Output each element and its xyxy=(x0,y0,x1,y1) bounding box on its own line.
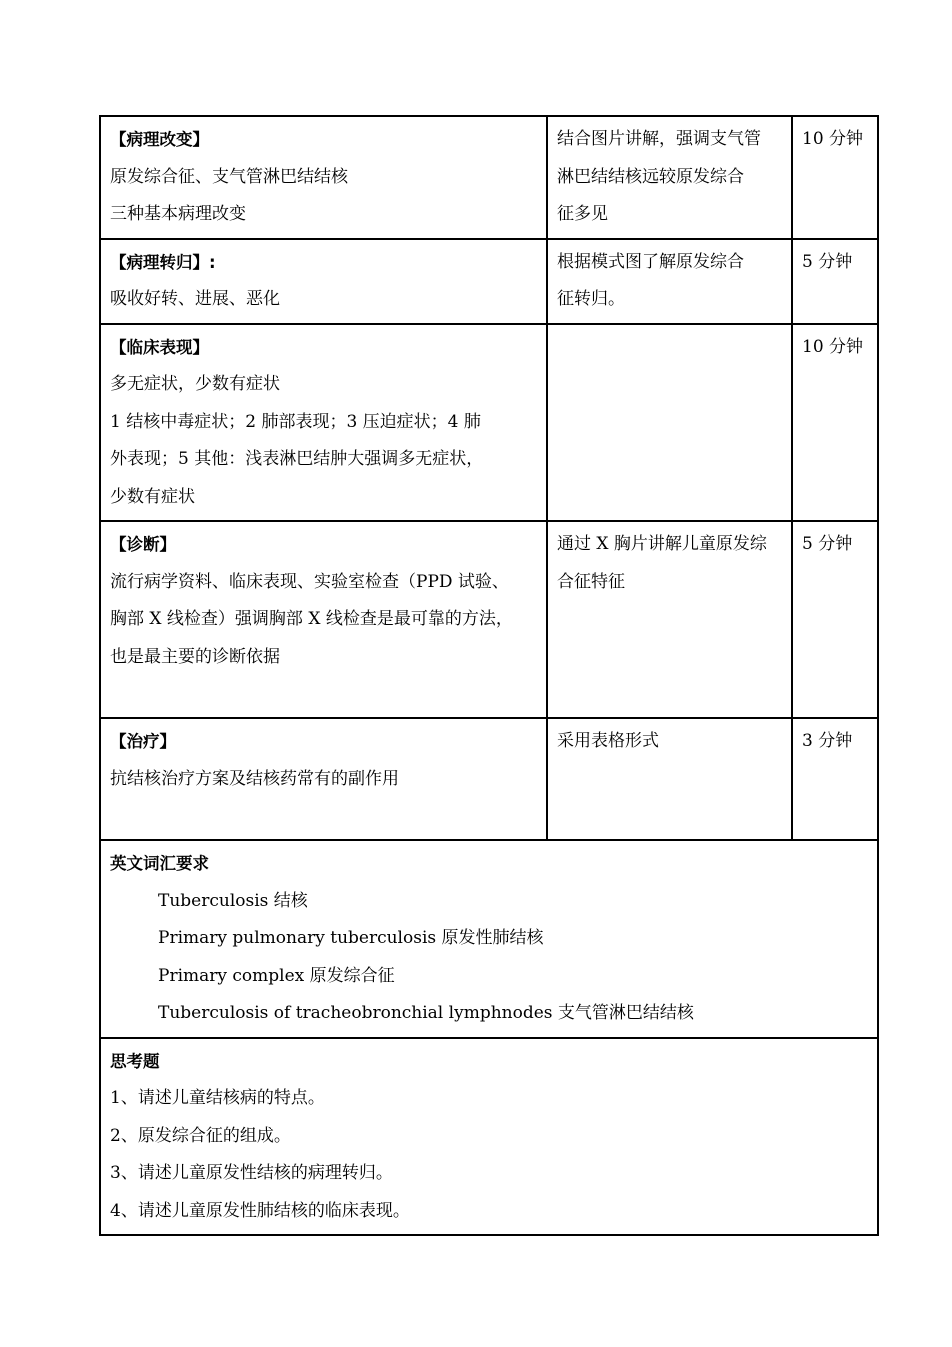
table-row xyxy=(100,239,878,324)
content-line: 抗结核治疗方案及结核药常有的副作用 xyxy=(110,768,399,789)
time-cell xyxy=(792,521,878,718)
lesson-plan-table xyxy=(99,115,879,1236)
method-line: 合征特征 xyxy=(557,571,625,592)
vocab-item: Primary complex 原发综合征 xyxy=(158,965,395,986)
time-value: 10 分钟 xyxy=(802,129,864,149)
time-value: 5 分钟 xyxy=(802,251,853,272)
time-cell xyxy=(792,116,878,239)
question-item: 1、请述儿童结核病的特点。 xyxy=(110,1088,325,1108)
content-line: 少数有症状 xyxy=(110,486,195,507)
method-cell xyxy=(547,324,792,522)
method-line: 采用表格形式 xyxy=(557,731,659,751)
method-line: 根据模式图了解原发综合 xyxy=(557,251,744,272)
time-cell xyxy=(792,324,878,522)
content-line: 流行病学资料、临床表现、实验室检查（PPD 试验、 xyxy=(110,571,509,592)
content-cell xyxy=(100,324,547,522)
content-line: 吸收好转、进展、恶化 xyxy=(110,289,280,309)
question-item: 3、请述儿童原发性结核的病理转归。 xyxy=(110,1163,393,1183)
section-heading: 【病理转归】: xyxy=(110,252,216,272)
method-line: 结合图片讲解，强调支气管 xyxy=(557,129,761,149)
question-item: 4、请述儿童原发性肺结核的临床表现。 xyxy=(110,1200,410,1221)
content-line: 多无症状，少数有症状 xyxy=(110,374,280,394)
table-row xyxy=(100,324,878,522)
vocab-item: Primary pulmonary tuberculosis 原发性肺结核 xyxy=(158,928,544,948)
vocab-item: Tuberculosis of tracheobronchial lymphnodes 支气管淋巴结结核 xyxy=(158,1003,694,1023)
content-line: 外表现；5 其他：浅表淋巴结肿大强调多无症状， xyxy=(110,449,484,469)
time-cell xyxy=(792,718,878,840)
vocab-row xyxy=(100,840,878,1038)
time-cell xyxy=(792,239,878,324)
table-row xyxy=(100,718,878,840)
content-line: 原发综合征、支气管淋巴结结核 xyxy=(110,166,348,187)
content-line: 也是最主要的诊断依据 xyxy=(110,646,280,667)
content-cell xyxy=(100,116,547,239)
blank-line xyxy=(110,798,537,835)
table-row xyxy=(100,521,878,718)
section-heading: 【诊断】 xyxy=(110,535,176,554)
time-value: 5 分钟 xyxy=(802,534,853,554)
method-cell xyxy=(547,521,792,718)
content-cell xyxy=(100,521,547,718)
question-item: 2、原发综合征的组成。 xyxy=(110,1125,291,1146)
method-cell xyxy=(547,116,792,239)
method-line: 淋巴结结核远较原发综合 xyxy=(557,166,744,187)
section-heading: 【临床表现】 xyxy=(110,337,209,357)
vocab-heading: 英文词汇要求 xyxy=(110,854,209,873)
content-line: 三种基本病理改变 xyxy=(110,204,246,224)
method-line: 征转归。 xyxy=(557,289,625,309)
method-cell xyxy=(547,718,792,840)
questions-cell xyxy=(100,1038,878,1236)
time-value: 10 分钟 xyxy=(802,336,864,357)
lesson-plan-sheet xyxy=(99,115,879,1236)
content-cell xyxy=(100,239,547,324)
section-heading: 【治疗】 xyxy=(110,732,176,751)
questions-heading: 思考题 xyxy=(110,1051,160,1071)
section-heading: 【病理改变】 xyxy=(110,130,209,149)
method-line: 征多见 xyxy=(557,204,608,224)
content-line: 胸部 X 线检查）强调胸部 X 线检查是最可靠的方法， xyxy=(110,609,513,629)
time-value: 3 分钟 xyxy=(802,731,853,751)
questions-row xyxy=(100,1038,878,1236)
table-row xyxy=(100,116,878,239)
method-line: 通过 X 胸片讲解儿童原发综 xyxy=(557,534,767,554)
blank-line xyxy=(110,676,537,713)
method-cell xyxy=(547,239,792,324)
vocab-cell xyxy=(100,840,878,1038)
content-line: 1 结核中毒症状；2 肺部表现；3 压迫症状；4 肺 xyxy=(110,411,481,432)
vocab-item: Tuberculosis 结核 xyxy=(158,890,308,911)
content-cell xyxy=(100,718,547,840)
